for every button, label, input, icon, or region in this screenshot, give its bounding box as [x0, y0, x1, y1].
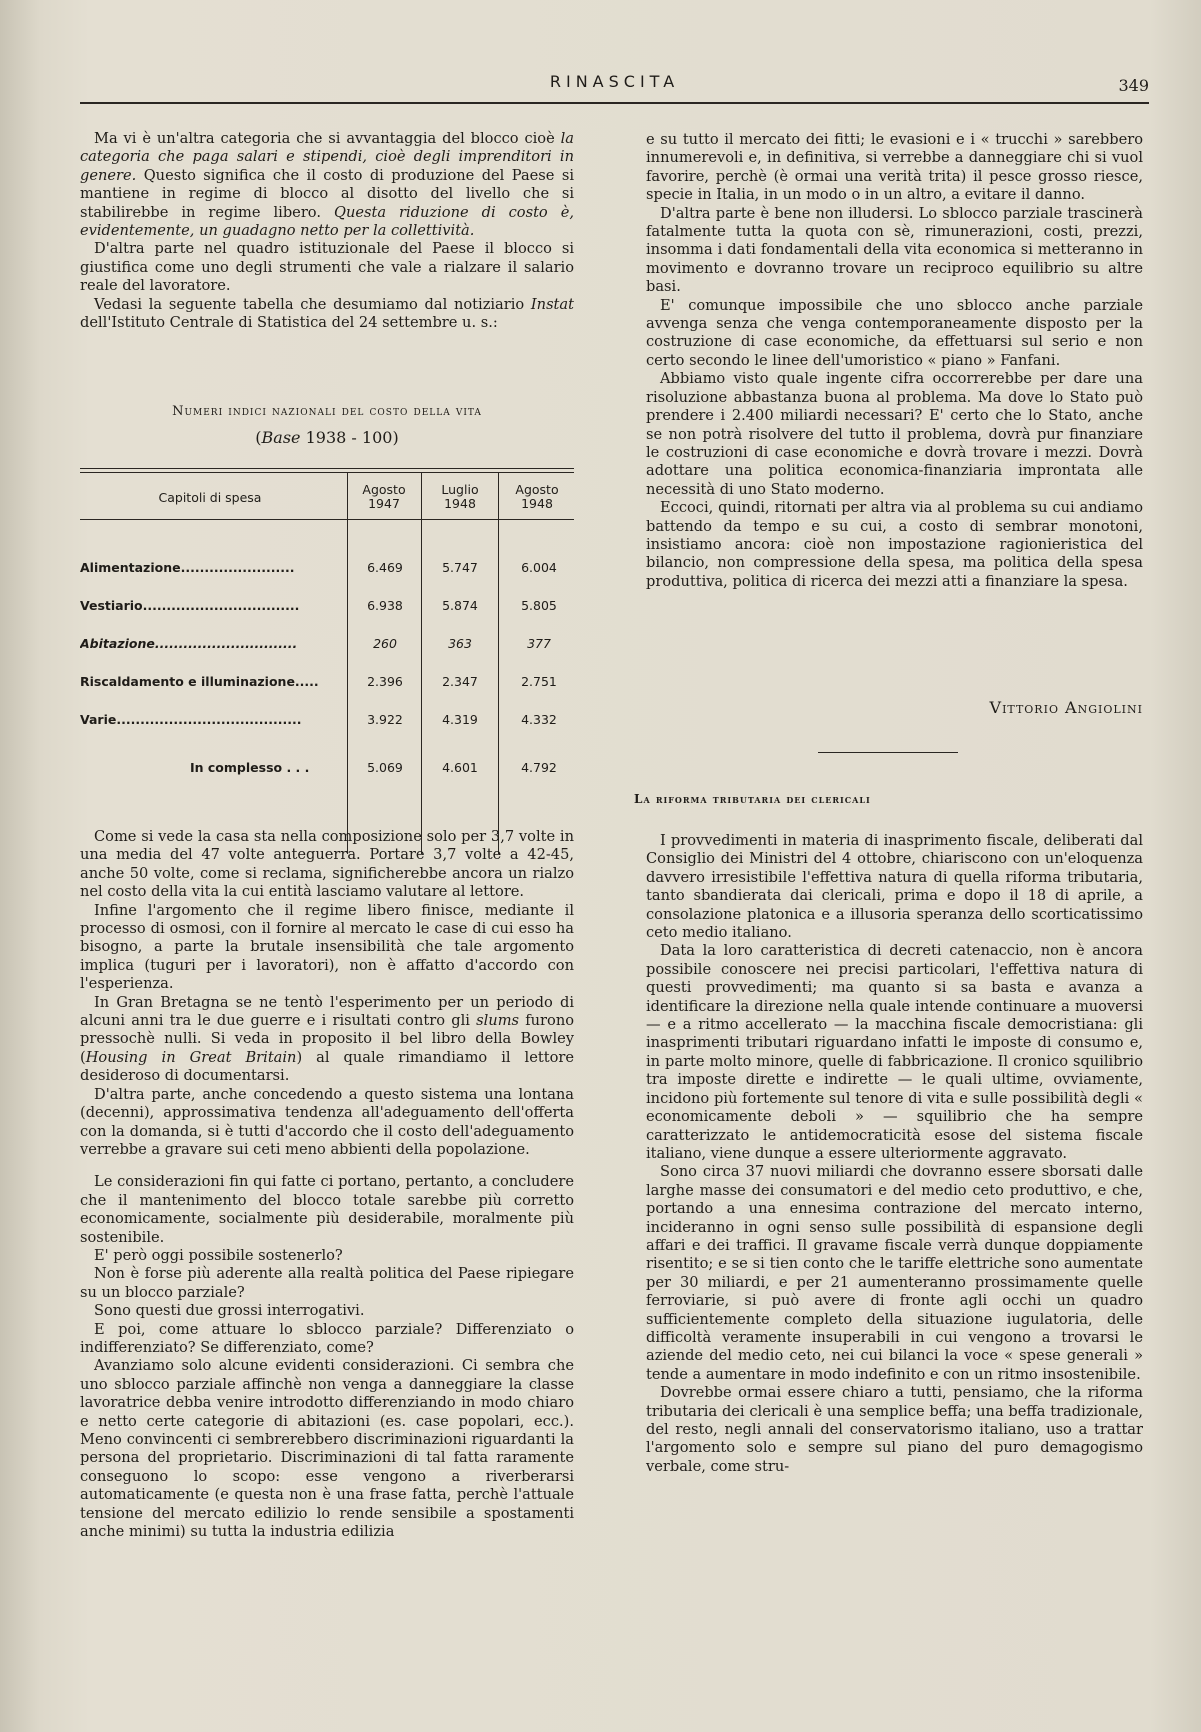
right-column-top	[646, 131, 1143, 591]
paragraph: Data la loro caratteristica di decreti catenaccio, non è ancora possibile conoscere nei precisi particolari, l'effettiva natura di questi provvedimenti; ma quanto si sa basta e avanza a identificare la direzione nella quale intende continuare a muoversi — e a ritmo accellerato — la macchina fiscale democristiana: gli inasprimenti tributari riguardano infatti le imposte di consumo e, in parte molto minore, quelle di fabbricazione. Il cronico squilibrio tra imposte dirette e indirette — le quali ultime, ovviamente, incidono più fortemente sul tenore di vita e sulle possibilità degli « economicamente deboli » — squilibrio che ha sempre caratterizzato le antidemocraticità esose del sistema fiscale italiano, viene dunque a essere ulteriormente aggravato.	[646, 942, 1143, 1162]
paragraph: Dovrebbe ormai essere chiaro a tutti, pensiamo, che la riforma tributaria dei clericali è una semplice beffa; una beffa tradizionale, del resto, negli annali del conservatorismo italiano, uso a trattar l'argomento solo e sempre sul piano del puro demagogismo verbale, come stru-	[646, 1384, 1143, 1475]
section-heading: La riforma tributaria dei clericali	[634, 792, 871, 806]
journal-title: RINASCITA	[549, 72, 680, 91]
paragraph: Le considerazioni fin qui fatte ci portano, pertanto, a concludere che il mantenimento del blocco totale sarebbe più corretto economicamente, socialmente più desiderabile, moralmente più sostenibile.	[80, 1173, 574, 1246]
paragraph: Avanziamo solo alcune evidenti considerazioni. Ci sembra che uno sblocco parziale affinchè non venga a danneggiare la classe lavoratrice debba venire introdotto differenziando in modo chiaro e netto certe categorie di abitazioni (es. case popolari, ecc.). Meno convincenti ci sembrerebbero discriminazioni riguardanti la persona del proprietario. Discriminazioni di tal fatta raramente conseguono lo scopo: esse vengono a riverberarsi automaticamente (e questa non è una frase fatta, perchè l'attuale tensione del mercato edilizio lo rende sensibile a spostamenti anche minimi) su tutta la industria edilizia	[80, 1357, 574, 1541]
column-header: Agosto 1947	[362, 482, 406, 511]
left-column-bottom	[80, 828, 574, 1541]
page-header	[80, 70, 1149, 104]
cost-of-living-table	[80, 468, 574, 854]
table-row: Riscaldamento e illuminazione..... 2.396 2.347 2.751	[80, 674, 557, 689]
left-column-top	[80, 130, 574, 332]
column-header: Agosto 1948	[515, 482, 559, 511]
paragraph: I provvedimenti in materia di inasprimento fiscale, deliberati dal Consiglio dei Ministri del 4 ottobre, chiariscono con un'eloquenza davvero irresistibile l'effettiva natura di quella riforma tributaria, tanto sbandierata dai clericali, prima e dopo il 18 di aprile, a consolazione platonica e a illusoria speranza dello scorticatissimo ceto medio italiano.	[646, 832, 1143, 942]
table-row: Alimentazione........................ 6.469 5.747 6.004	[80, 560, 557, 575]
table-title: Numeri indici nazionali del costo della vita	[172, 404, 482, 419]
paragraph: Abbiamo visto quale ingente cifra occorrerebbe per dare una risoluzione abbastanza buona al problema. Ma dove lo Stato può prendere i 2.400 miliardi necessari? E' certo che lo Stato, anche se non potrà risolvere del tutto il problema, dovrà pur finanziare le costruzioni di case economiche e dovrà trovare i mezzi. Dovrà adottare una politica economica-finanziaria improntata alle necessità di uno Stato moderno.	[646, 370, 1143, 498]
paragraph: e su tutto il mercato dei fitti; le evasioni e i « trucchi » sarebbero innumerevoli e, in definitiva, si verrebbe a danneggiare chi si vuol favorire, perchè (è ormai una verità trita) il pesce grosso riesce, specie in Italia, in un modo o in un altro, a evitare il danno.	[646, 131, 1143, 204]
paragraph: D'altra parte nel quadro istituzionale del Paese il blocco si giustifica come uno degli strumenti che vale a rialzare il salario reale del lavoratore.	[80, 240, 574, 295]
paragraph: Sono questi due grossi interrogativi.	[94, 1302, 365, 1320]
section-divider	[818, 752, 958, 753]
paragraph: E' comunque impossibile che uno sblocco anche parziale avvenga senza che venga contemporaneamente disposto per la costruzione di case economiche, da effettuarsi sul serio e non certo secondo le linee dell'umoristico « piano » Fanfani.	[646, 296, 1143, 369]
paragraph: D'altra parte, anche concedendo a questo sistema una lontana (decenni), approssimativa tendenza all'adeguamento dell'offerta con la domanda, si è tutti d'accordo che il costo dell'adeguamento verrebbe a gravare sui ceti meno abbienti della popolazione.	[80, 1085, 574, 1158]
table-row: Abitazione.............................. 260 363 377	[80, 636, 551, 651]
column-header: Luglio 1948	[441, 482, 479, 511]
paragraph: Ma vi è un'altra categoria che si avvantaggia del blocco cioè la categoria che paga salari e stipendi, cioè degli imprenditori in genere. Questo significa che il costo di produzione del Paese si mantiene in regime di blocco al disotto del livello che si stabilirebbe in regime libero. Questa riduzione di costo è, evidentemente, un guadagno netto per la collettività.	[80, 130, 575, 240]
paragraph: Non è forse più aderente alla realtà politica del Paese ripiegare su un blocco parziale?	[80, 1265, 574, 1301]
paragraph: E poi, come attuare lo sblocco parziale? Differenziato o indifferenziato? Se differenziato, come?	[80, 1320, 574, 1356]
paragraph: In Gran Bretagna se ne tentò l'esperimento per un periodo di alcuni anni tra le due guerre e i risultati contro gli slums furono pressochè nulli. Si veda in proposito il bel libro della Bowley (Housing in Great Britain) al quale rimandiamo il lettore desideroso di documentarsi.	[80, 993, 575, 1085]
page-number: 349	[1118, 76, 1149, 95]
paragraph: Eccoci, quindi, ritornati per altra via al problema su cui andiamo battendo da tempo e su cui, a costo di sembrar monotoni, insistiamo ancora: cioè non impostazione ragionieristica del bilancio, non compressione della spesa, ma politica della spesa produttiva, politica di ricerca dei mezzi atti a finanziare la spesa.	[646, 499, 1143, 590]
paragraph: Vedasi la seguente tabella che desumiamo dal notiziario Instat dell'Istituto Centrale di Statistica del 24 settembre u. s.:	[80, 295, 574, 332]
table-row: Vestiario................................. 6.938 5.874 5.805	[80, 598, 557, 613]
paragraph: Come si vede la casa sta nella composizione solo per 3,7 volte in una media del 47 volte anteguerra. Portare 3,7 volte a 42-45, anche 50 volte, come si reclama, significherebbe ancora un rialzo nel costo della vita la cui entità lasciamo valutare al lettore.	[80, 828, 574, 901]
right-column-bottom	[646, 832, 1143, 1476]
table-subtitle: (Base 1938 - 100)	[255, 428, 399, 447]
paragraph: D'altra parte è bene non illudersi. Lo sblocco parziale trascinerà fatalmente tutta la quota con sè, rimunerazioni, costi, prezzi, insomma i dati fondamentali della vita economica si metteranno in movimento e dovranno trovare un reciproco equilibrio su altre basi.	[646, 204, 1143, 296]
table-header	[80, 473, 574, 520]
paragraph: Sono circa 37 nuovi miliardi che dovranno essere sborsati dalle larghe masse dei consumatori e del medio ceto produttivo, e che, portando a una ennesima contrazione del mercato interno, incideranno in ogni senso sulle possibilità di espansione degli affari e dei traffici. Il gravame fiscale verrà dunque doppiamente risentito; e se si tien conto che le tariffe elettriche sono aumentate per 30 miliardi, e per 21 aumenteranno prossimamente quelle ferroviarie, si può avere di fronte agli occhi un quadro sufficientemente completo della situazione iugulatoria, delle difficoltà veramente insuperabili in cui vengono a trovarsi le aziende del medio ceto, nei cui bilanci la voce « spese generali » tende a aumentare in modo indefinito e con un ritmo insostenibile.	[646, 1163, 1143, 1383]
column-header-chapters: Capitoli di spesa	[158, 490, 262, 505]
table-body	[80, 520, 574, 854]
author-signature: Vittorio Angiolini	[989, 698, 1143, 717]
paragraph: Infine l'argomento che il regime libero finisce, mediante il processo di osmosi, con il fornire al mercato le case di cui esso ha bisogno, a parte la brutale insensibilità che tale argomento implica (tuguri per i lavoratori), non è affatto d'accordo con l'esperienza.	[80, 901, 574, 993]
table-row: Varie....................................... 3.922 4.319 4.332	[80, 712, 557, 727]
table-row-total: In complesso . . . 5.069 4.601 4.792	[190, 760, 557, 775]
paragraph: E' però oggi possibile sostenerlo?	[94, 1246, 343, 1264]
